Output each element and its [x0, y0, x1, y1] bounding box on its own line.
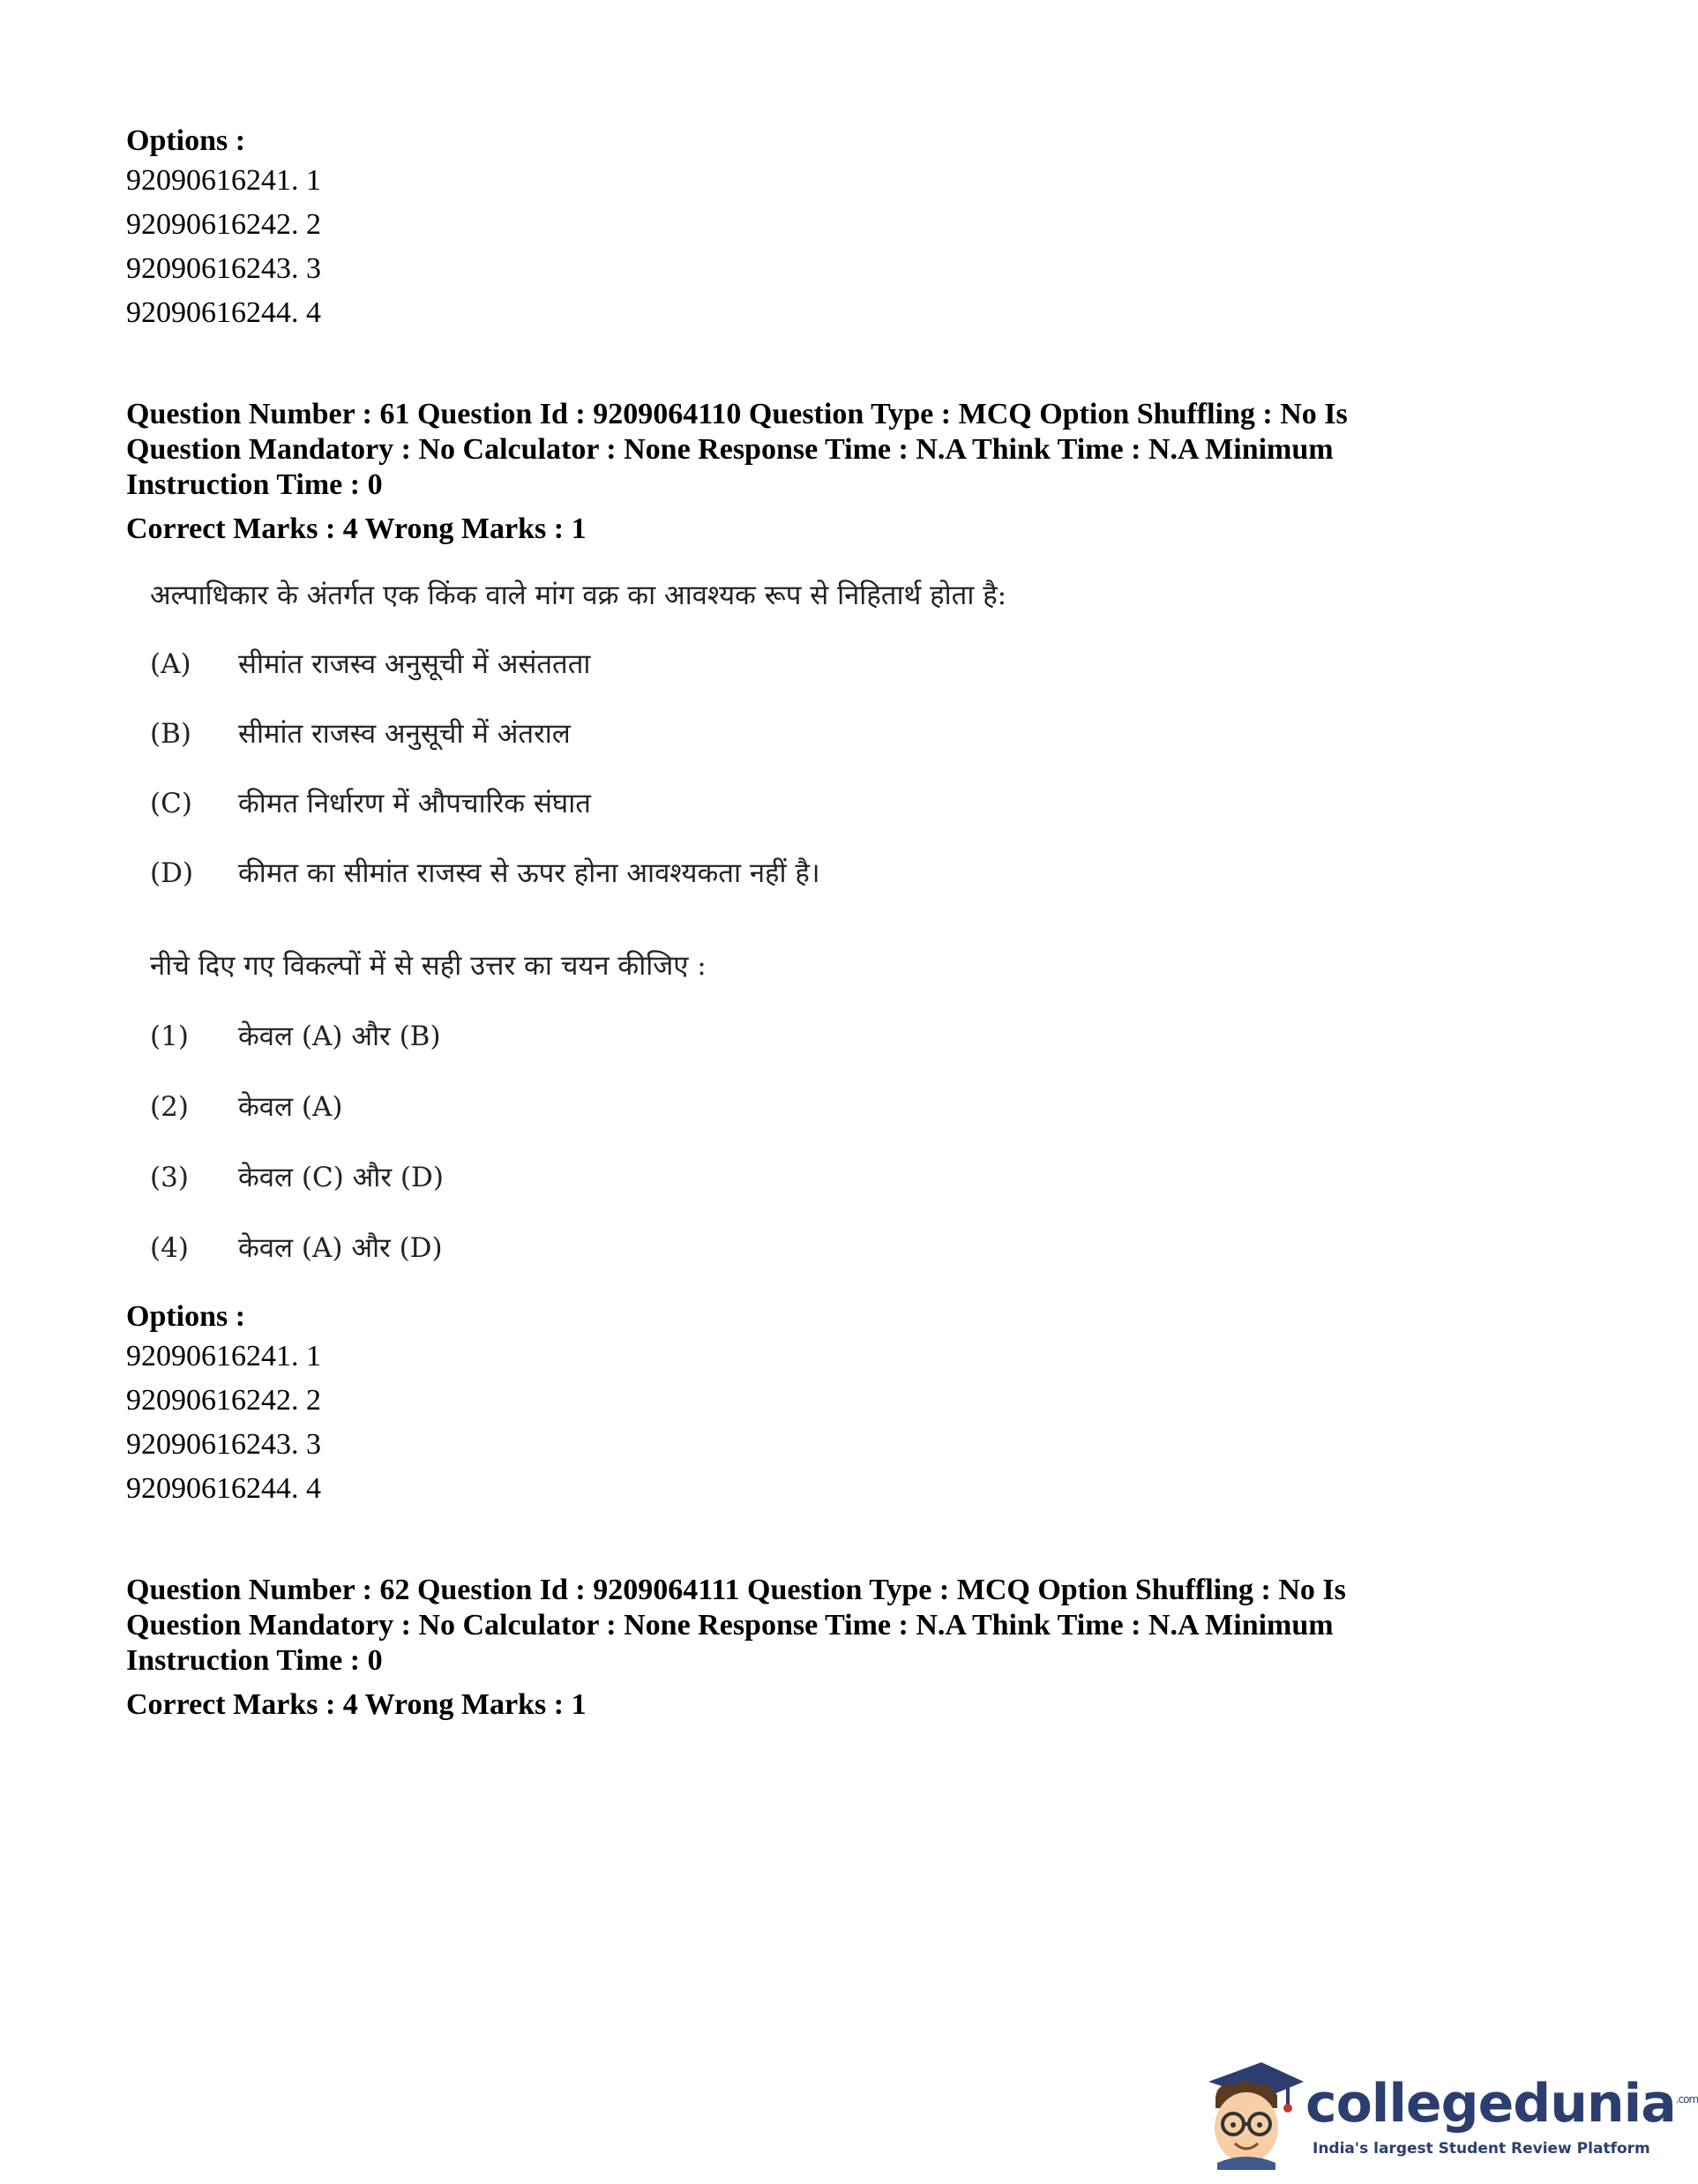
choice-row	[150, 1160, 444, 1195]
statement-text: सीमांत राजस्व अनुसूची में अंतराल	[238, 718, 571, 750]
option-item: 92090616241. 1	[126, 164, 321, 197]
question-marks: Correct Marks : 4 Wrong Marks : 1	[126, 512, 587, 545]
question-meta-line: Question Number : 61 Question Id : 9209064110 Question Type : MCQ Option Shuffling : No Is	[126, 398, 1348, 430]
logo-brand: collegedunia$^{.com}$	[1305, 2073, 1698, 2135]
question-text: अल्पाधिकार के अंतर्गत एक किंक वाले मांग वक्र का आवश्यक रूप से निहितार्थ होता है:	[150, 580, 1007, 611]
choice-text: केवल (A) और (D)	[238, 1232, 443, 1264]
statement-text: कीमत निर्धारण में औपचारिक संघात	[238, 788, 591, 819]
options-heading: Options :	[126, 124, 246, 157]
logo-tagline: India's largest Student Review Platform	[1313, 2140, 1650, 2158]
mascot-face-icon	[1200, 2055, 1305, 2170]
option-item: 92090616244. 4	[126, 1472, 321, 1505]
options-block-prev	[126, 123, 1502, 335]
statement-text: कीमत का सीमांत राजस्व से ऊपर होना आवश्यकता नहीं है।	[238, 857, 820, 889]
options-heading: Options :	[126, 1300, 246, 1333]
statement-row	[150, 716, 571, 752]
choice-row	[150, 1019, 441, 1054]
statement-row	[150, 647, 590, 682]
statement-text: सीमांत राजस्व अनुसूची में असंततता	[238, 648, 591, 680]
question-61-body	[150, 578, 1297, 1266]
question-meta-line: Question Number : 62 Question Id : 9209064111 Question Type : MCQ Option Shuffling : No Is	[126, 1574, 1346, 1606]
question-61-options	[126, 1299, 1502, 1511]
option-item: 92090616243. 3	[126, 252, 321, 285]
question-marks: Correct Marks : 4 Wrong Marks : 1	[126, 1688, 587, 1721]
statement-label: (B)	[150, 718, 191, 750]
question-meta-line: Question Mandatory : No Calculator : None Response Time : N.A Think Time : N.A Minimum	[126, 1609, 1334, 1642]
choice-label: (4)	[150, 1232, 189, 1264]
choice-label: (1)	[150, 1021, 189, 1052]
question-61-meta	[126, 397, 1502, 547]
choice-text: केवल (C) और (D)	[238, 1162, 444, 1193]
option-item: 92090616241. 1	[126, 1340, 321, 1372]
question-meta-line: Instruction Time : 0	[126, 468, 383, 501]
option-item: 92090616244. 4	[126, 296, 321, 329]
choice-row	[150, 1089, 343, 1125]
choice-label: (2)	[150, 1091, 189, 1123]
statement-row	[150, 856, 820, 891]
collegedunia-logo	[1200, 2055, 1698, 2170]
choice-text: केवल (A) और (B)	[238, 1021, 441, 1052]
statement-label: (C)	[150, 788, 192, 819]
question-meta-line: Question Mandatory : No Calculator : None Response Time : N.A Think Time : N.A Minimum	[126, 433, 1334, 466]
option-item: 92090616243. 3	[126, 1428, 321, 1461]
choice-text: केवल (A)	[238, 1091, 343, 1123]
option-item: 92090616242. 2	[126, 208, 321, 241]
option-item: 92090616242. 2	[126, 1384, 321, 1417]
instruction-text: नीचे दिए गए विकल्पों में से सही उत्तर का चयन कीजिए :	[150, 950, 707, 982]
statement-label: (D)	[150, 857, 194, 889]
statement-row	[150, 786, 591, 821]
question-62-meta	[126, 1573, 1502, 1723]
choice-label: (3)	[150, 1162, 189, 1193]
question-meta-line: Instruction Time : 0	[126, 1644, 383, 1677]
choice-row	[150, 1230, 443, 1266]
statement-label: (A)	[150, 648, 191, 680]
